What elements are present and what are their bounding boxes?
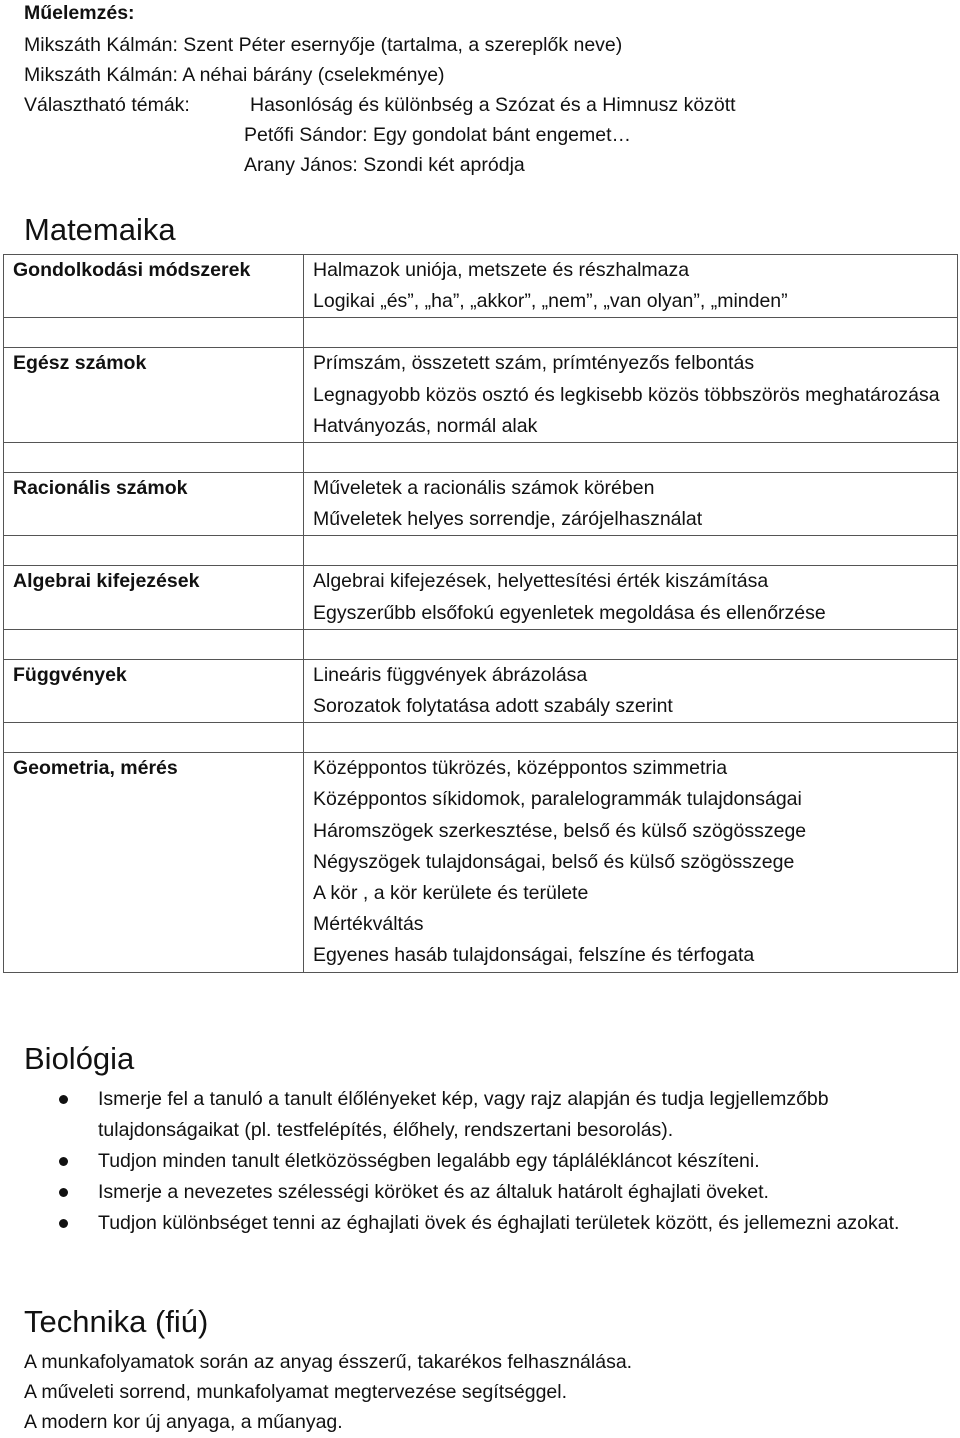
table-spacer-row <box>4 318 958 348</box>
topic-content-line: Mértékváltás <box>313 913 424 936</box>
list-item <box>98 1177 958 1208</box>
topic-content <box>304 255 958 318</box>
topic-content-line: Középpontos síkidomok, paralelogrammák tulajdonságai <box>313 788 802 811</box>
table-row <box>4 473 958 536</box>
table-spacer-row <box>4 443 958 473</box>
list-item <box>98 1146 958 1177</box>
topic-label: Racionális számok <box>4 473 304 536</box>
optional-topic-3: Arany János: Szondi két apródja <box>244 154 525 176</box>
empty-cell <box>304 318 958 348</box>
section-heading-biologia: Biológia <box>24 1041 135 1076</box>
muelemzes-line-2: Mikszáth Kálmán: A néhai bárány (cselekménye) <box>24 64 445 86</box>
empty-cell <box>4 443 304 473</box>
topic-label: Függvények <box>4 659 304 722</box>
math-topics-table <box>3 254 958 973</box>
list-item-text: Ismerje fel a tanuló a tanult élőlényeket kép, vagy rajz alapján és tudja legjellemzőbb tulajdonságaikat (pl. testfelépítés, élőhely, rendszertani besorolás). <box>98 1088 829 1141</box>
list-item <box>98 1208 958 1239</box>
topic-content-line: A kör , a kör kerülete és területe <box>313 882 589 905</box>
optional-topics-label: Választható témák: <box>24 94 190 116</box>
topic-label: Gondolkodási módszerek <box>4 255 304 318</box>
topic-content-line: Legnagyobb közös osztó és legkisebb közös többszörös meghatározása <box>313 383 940 406</box>
empty-cell <box>304 536 958 566</box>
table-spacer-row <box>4 723 958 753</box>
optional-topic-2: Petőfi Sándor: Egy gondolat bánt engemet… <box>244 124 632 146</box>
topic-content <box>304 473 958 536</box>
technika-line-1: A munkafolyamatok során az anyag ésszerű, takarékos felhasználása. <box>24 1351 633 1373</box>
topic-content-line: Prímszám, összetett szám, prímtényezős felbontás <box>313 352 755 375</box>
section-heading-technika: Technika (fiú) <box>24 1304 209 1339</box>
topic-label: Geometria, mérés <box>4 753 304 972</box>
table-row <box>4 659 958 722</box>
bullet-icon <box>59 1188 68 1197</box>
list-item-text: Tudjon minden tanult életközösségben legalább egy táplálékláncot készíteni. <box>98 1150 760 1172</box>
table-row <box>4 566 958 629</box>
bullet-icon <box>59 1219 68 1228</box>
section-heading-matematika: Matemaika <box>24 212 176 247</box>
section-heading-muelemzes: Műelemzés: <box>24 2 135 24</box>
optional-topic-1: Hasonlóság és különbség a Szózat és a Himnusz között <box>250 94 736 116</box>
bullet-icon <box>59 1157 68 1166</box>
topic-label: Egész számok <box>4 348 304 443</box>
topic-content <box>304 566 958 629</box>
empty-cell <box>4 629 304 659</box>
empty-cell <box>304 629 958 659</box>
topic-content-line: Műveletek helyes sorrendje, zárójelhasználat <box>313 508 703 531</box>
topic-content-line: Algebrai kifejezések, helyettesítési érték kiszámítása <box>313 570 769 593</box>
technika-line-3: A modern kor új anyaga, a műanyag. <box>24 1411 343 1433</box>
topic-content-line: Hatványozás, normál alak <box>313 414 538 437</box>
topic-content-line: Sorozatok folytatása adott szabály szerint <box>313 695 673 718</box>
topic-content-line: Logikai „és”, „ha”, „akkor”, „nem”, „van olyan”, „minden” <box>313 290 788 313</box>
empty-cell <box>4 723 304 753</box>
empty-cell <box>4 536 304 566</box>
topic-content-line: Egyenes hasáb tulajdonságai, felszíne és térfogata <box>313 944 755 967</box>
biologia-bullet-list <box>98 1084 958 1239</box>
topic-content <box>304 348 958 443</box>
table-row <box>4 255 958 318</box>
empty-cell <box>304 443 958 473</box>
table-spacer-row <box>4 629 958 659</box>
topic-content-line: Négyszögek tulajdonságai, belső és külső szögösszege <box>313 850 795 873</box>
list-item-text: Ismerje a nevezetes szélességi köröket és az általuk határolt éghajlati öveket. <box>98 1181 769 1203</box>
table-spacer-row <box>4 536 958 566</box>
empty-cell <box>304 723 958 753</box>
topic-content-line: Lineáris függvények ábrázolása <box>313 663 588 686</box>
topic-content <box>304 753 958 972</box>
topic-content <box>304 659 958 722</box>
table-row <box>4 753 958 972</box>
topic-content-line: Középpontos tükrözés, középpontos szimmetria <box>313 757 728 780</box>
topic-content-line: Műveletek a racionális számok körében <box>313 477 655 500</box>
muelemzes-line-1: Mikszáth Kálmán: Szent Péter esernyője (tartalma, a szereplők neve) <box>24 34 623 56</box>
list-item-text: Tudjon különbséget tenni az éghajlati övek és éghajlati területek között, és jellemezni azokat. <box>98 1212 900 1234</box>
topic-label: Algebrai kifejezések <box>4 566 304 629</box>
technika-line-2: A műveleti sorrend, munkafolyamat megtervezése segítséggel. <box>24 1381 568 1403</box>
topic-content-line: Halmazok uniója, metszete és részhalmaza <box>313 259 690 281</box>
table-row <box>4 348 958 443</box>
list-item <box>98 1084 958 1146</box>
empty-cell <box>4 318 304 348</box>
topic-content-line: Egyszerűbb elsőfokú egyenletek megoldása és ellenőrzése <box>313 601 826 624</box>
topic-content-line: Háromszögek szerkesztése, belső és külső szögösszege <box>313 819 807 842</box>
bullet-icon <box>59 1095 68 1104</box>
